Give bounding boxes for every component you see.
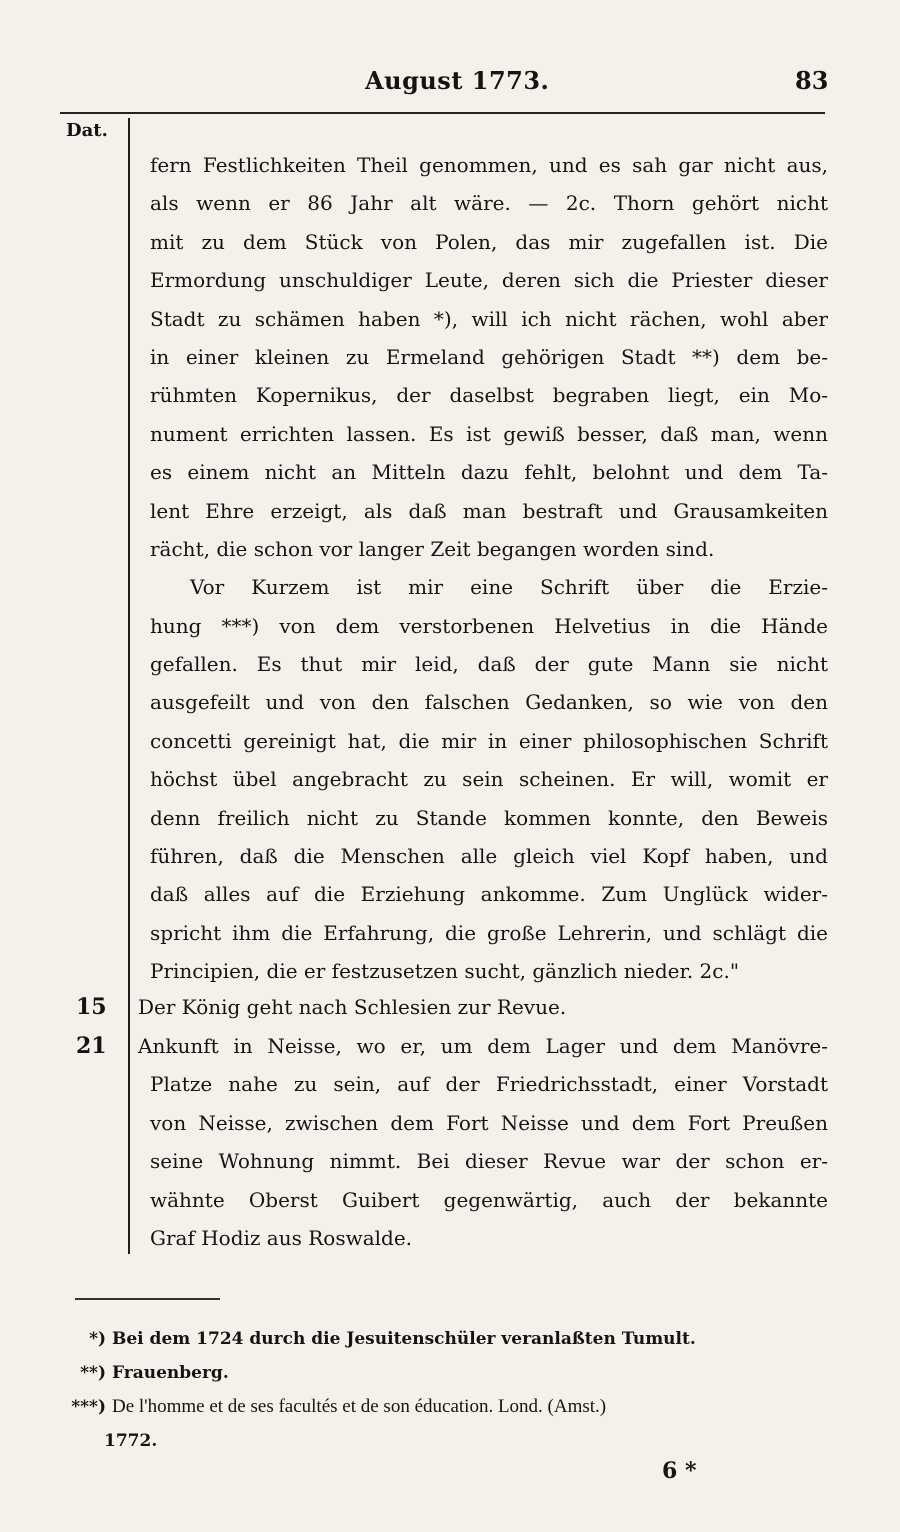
text-line: Ermordung unschuldiger Leute, deren sich die Priester dieser <box>150 268 828 293</box>
text-line: wähnte Oberst Guibert gegenwärtig, auch der bekannte <box>150 1187 828 1212</box>
header-rule <box>60 112 825 114</box>
page-number: 83 <box>795 66 829 95</box>
text-line: gefallen. Es thut mir leid, daß der gute Mann sie nicht <box>150 652 828 677</box>
letter-continuation <box>150 146 828 991</box>
text-line: Vor Kurzem ist mir eine Schrift über die Erzie- <box>190 575 828 600</box>
text-line: ausgefeilt und von den falschen Gedanken, so wie von den <box>150 690 828 715</box>
footnote-mark: **) <box>80 1363 106 1383</box>
footnote <box>70 1390 828 1424</box>
text-line: Platze nahe zu sein, auf der Friedrichsstadt, einer Vorstadt <box>150 1072 828 1097</box>
footnote-text: De l'homme et de ses facultés et de son éducation. Lond. (Amst.) <box>112 1396 607 1417</box>
text-line: Ankunft in Neisse, wo er, um dem Lager und dem Manövre- <box>138 1034 828 1058</box>
footnote-continuation: 1772. <box>104 1431 158 1451</box>
text-line: rühmten Kopernikus, der daselbst begraben liegt, ein Mo- <box>150 383 828 408</box>
text-line: nument errichten lassen. Es ist gewiß besser, daß man, wenn <box>150 421 828 446</box>
text-line: es einem nicht an Mitteln dazu fehlt, belohnt und dem Ta- <box>150 460 828 485</box>
date-column-label: Dat. <box>66 120 108 141</box>
signature-mark: 6 * <box>662 1458 697 1484</box>
page-header <box>0 62 900 102</box>
entry-text <box>138 988 828 1026</box>
text-line: Principien, die er festzusetzen sucht, gänzlich nieder. 2c." <box>150 959 740 984</box>
margin-rule <box>128 118 130 1254</box>
text-line: Stadt zu schämen haben *), will ich nicht rächen, wohl aber <box>150 306 828 331</box>
text-line: Der König geht nach Schlesien zur Revue. <box>138 995 567 1019</box>
text-line: führen, daß die Menschen alle gleich viel Kopf haben, und <box>150 844 828 869</box>
footnote-text: Frauenberg. <box>112 1363 229 1383</box>
text-line: daß alles auf die Erziehung ankomme. Zum Unglück wider- <box>150 882 828 907</box>
text-line: lent Ehre erzeigt, als daß man bestraft und Grausamkeiten <box>150 498 828 523</box>
text-line: spricht ihm die Erfahrung, die große Lehrerin, und schlägt die <box>150 920 828 945</box>
text-line: in einer kleinen zu Ermeland gehörigen Stadt **) dem be- <box>150 344 828 369</box>
footnote-text: Bei dem 1724 durch die Jesuitenschüler veranlaßten Tumult. <box>112 1329 696 1349</box>
text-line: Graf Hodiz aus Roswalde. <box>150 1225 413 1250</box>
text-line: als wenn er 86 Jahr alt wäre. — 2c. Thorn gehört nicht <box>150 191 828 216</box>
footnote-rule <box>75 1298 220 1300</box>
entry-day: 21 <box>76 1033 107 1059</box>
text-line: fern Festlichkeiten Theil genommen, und es sah gar nicht aus, <box>150 153 828 177</box>
entry-day: 15 <box>76 994 107 1020</box>
text-line: hung ***) von dem verstorbenen Helvetius in die Hände <box>150 613 828 638</box>
footnote-mark: ***) <box>71 1397 106 1417</box>
footnotes <box>70 1322 828 1458</box>
text-line: mit zu dem Stück von Polen, das mir zugefallen ist. Die <box>150 229 828 254</box>
footnote <box>70 1322 828 1356</box>
text-line: von Neisse, zwischen dem Fort Neisse und dem Fort Preußen <box>150 1110 828 1135</box>
text-line: denn freilich nicht zu Stande kommen konnte, den Beweis <box>150 805 828 830</box>
entry-text <box>138 1027 828 1257</box>
text-line: rächt, die schon vor langer Zeit begangen worden sind. <box>150 536 715 561</box>
footnote-mark: *) <box>89 1329 106 1349</box>
footnote <box>70 1356 828 1390</box>
text-line: höchst übel angebracht zu sein scheinen. Er will, womit er <box>150 767 828 792</box>
running-head: August 1773. <box>365 66 550 95</box>
text-line: concetti gereinigt hat, die mir in einer philosophischen Schrift <box>150 728 828 753</box>
text-line: seine Wohnung nimmt. Bei dieser Revue war der schon er- <box>150 1149 828 1174</box>
